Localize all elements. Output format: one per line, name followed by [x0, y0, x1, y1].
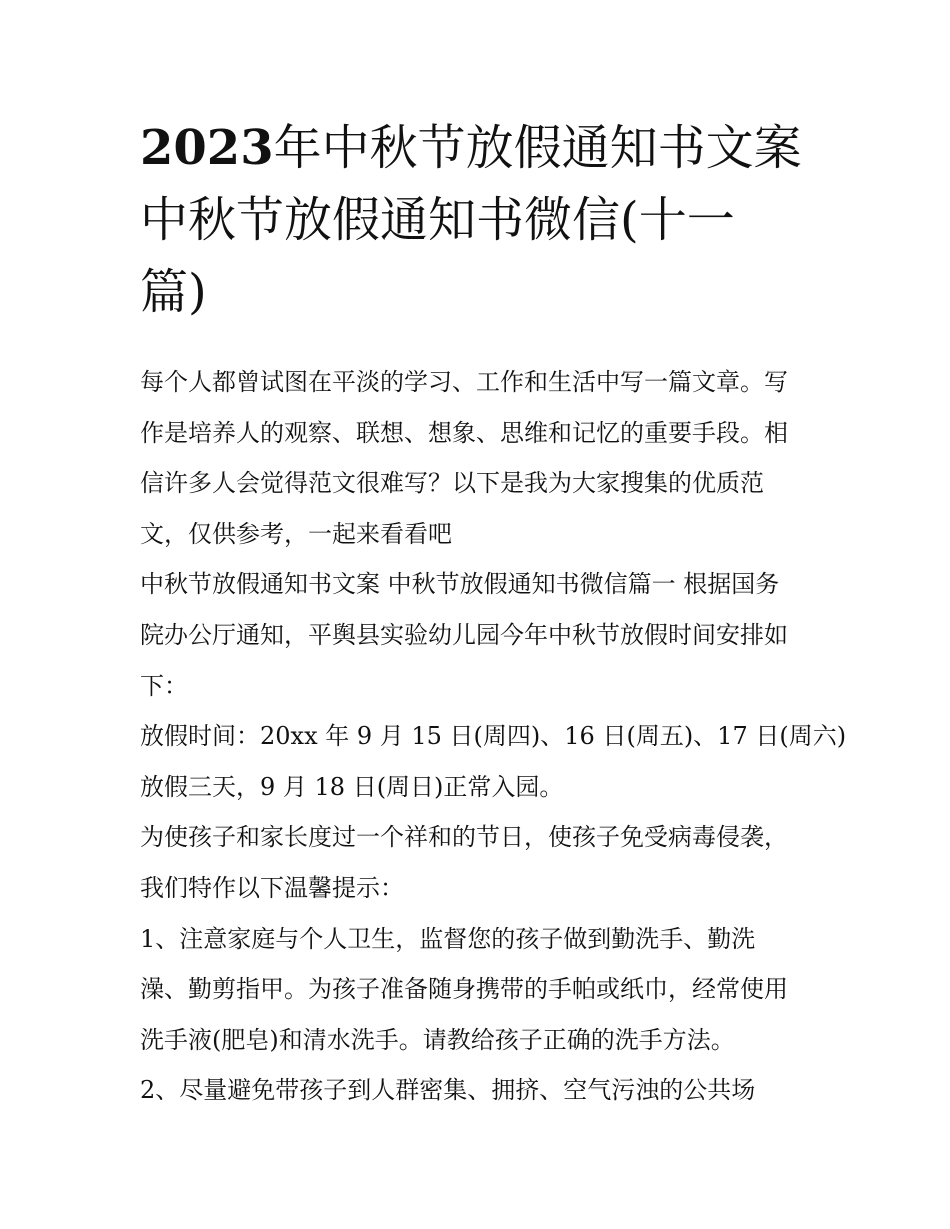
body-line-5: 中秋节放假通知书文案 中秋节放假通知书微信篇一 根据国务 — [140, 570, 780, 599]
body-line-2: 作是培养人的观察、联想、想象、思维和记忆的重要手段。相 — [140, 418, 788, 447]
title-line-1 — [140, 112, 820, 184]
body-line-6: 院办公厅通知，平舆县实验幼儿园今年中秋节放假时间安排如 — [140, 620, 788, 649]
body-line-15: 2、尽量避免带孩子到人群密集、拥挤、空气污浊的公共场 — [140, 1076, 756, 1105]
title-year: 2023 — [140, 120, 274, 176]
body-line-1: 每个人都曾试图在平淡的学习、工作和生活中写一篇文章。写 — [140, 368, 788, 396]
body-line-14: 洗手液(肥皂)和清水洗手。请教给孩子正确的洗手方法。 — [140, 1025, 735, 1054]
title-line-2: 中秋节放假通知书微信(十一 — [140, 192, 735, 248]
title-line-1-rest: 年中秋节放假通知书文案 — [273, 120, 802, 176]
body-line-8: 放假时间：20xx 年 9 月 15 日(周四)、16 日(周五)、17 日(周六) — [140, 722, 847, 751]
body-line-10: 为使孩子和家长度过一个祥和的节日，使孩子免受病毒侵袭， — [140, 823, 788, 852]
document-body — [140, 357, 847, 1116]
body-line-7: 下： — [140, 671, 188, 700]
title-line-3: 篇) — [140, 264, 207, 320]
body-line-4: 文，仅供参考，一起来看看吧 — [140, 519, 452, 548]
body-line-12: 1、注意家庭与个人卫生，监督您的孩子做到勤洗手、勤洗 — [140, 924, 756, 953]
body-line-11: 我们特作以下温馨提示： — [140, 873, 404, 902]
body-line-13: 澡、勤剪指甲。为孩子准备随身携带的手帕或纸巾，经常使用 — [140, 975, 788, 1004]
body-line-3: 信许多人会觉得范文很难写？以下是我为大家搜集的优质范 — [140, 469, 764, 498]
body-line-9: 放假三天，9 月 18 日(周日)正常入园。 — [140, 772, 564, 801]
document-title — [140, 112, 820, 328]
